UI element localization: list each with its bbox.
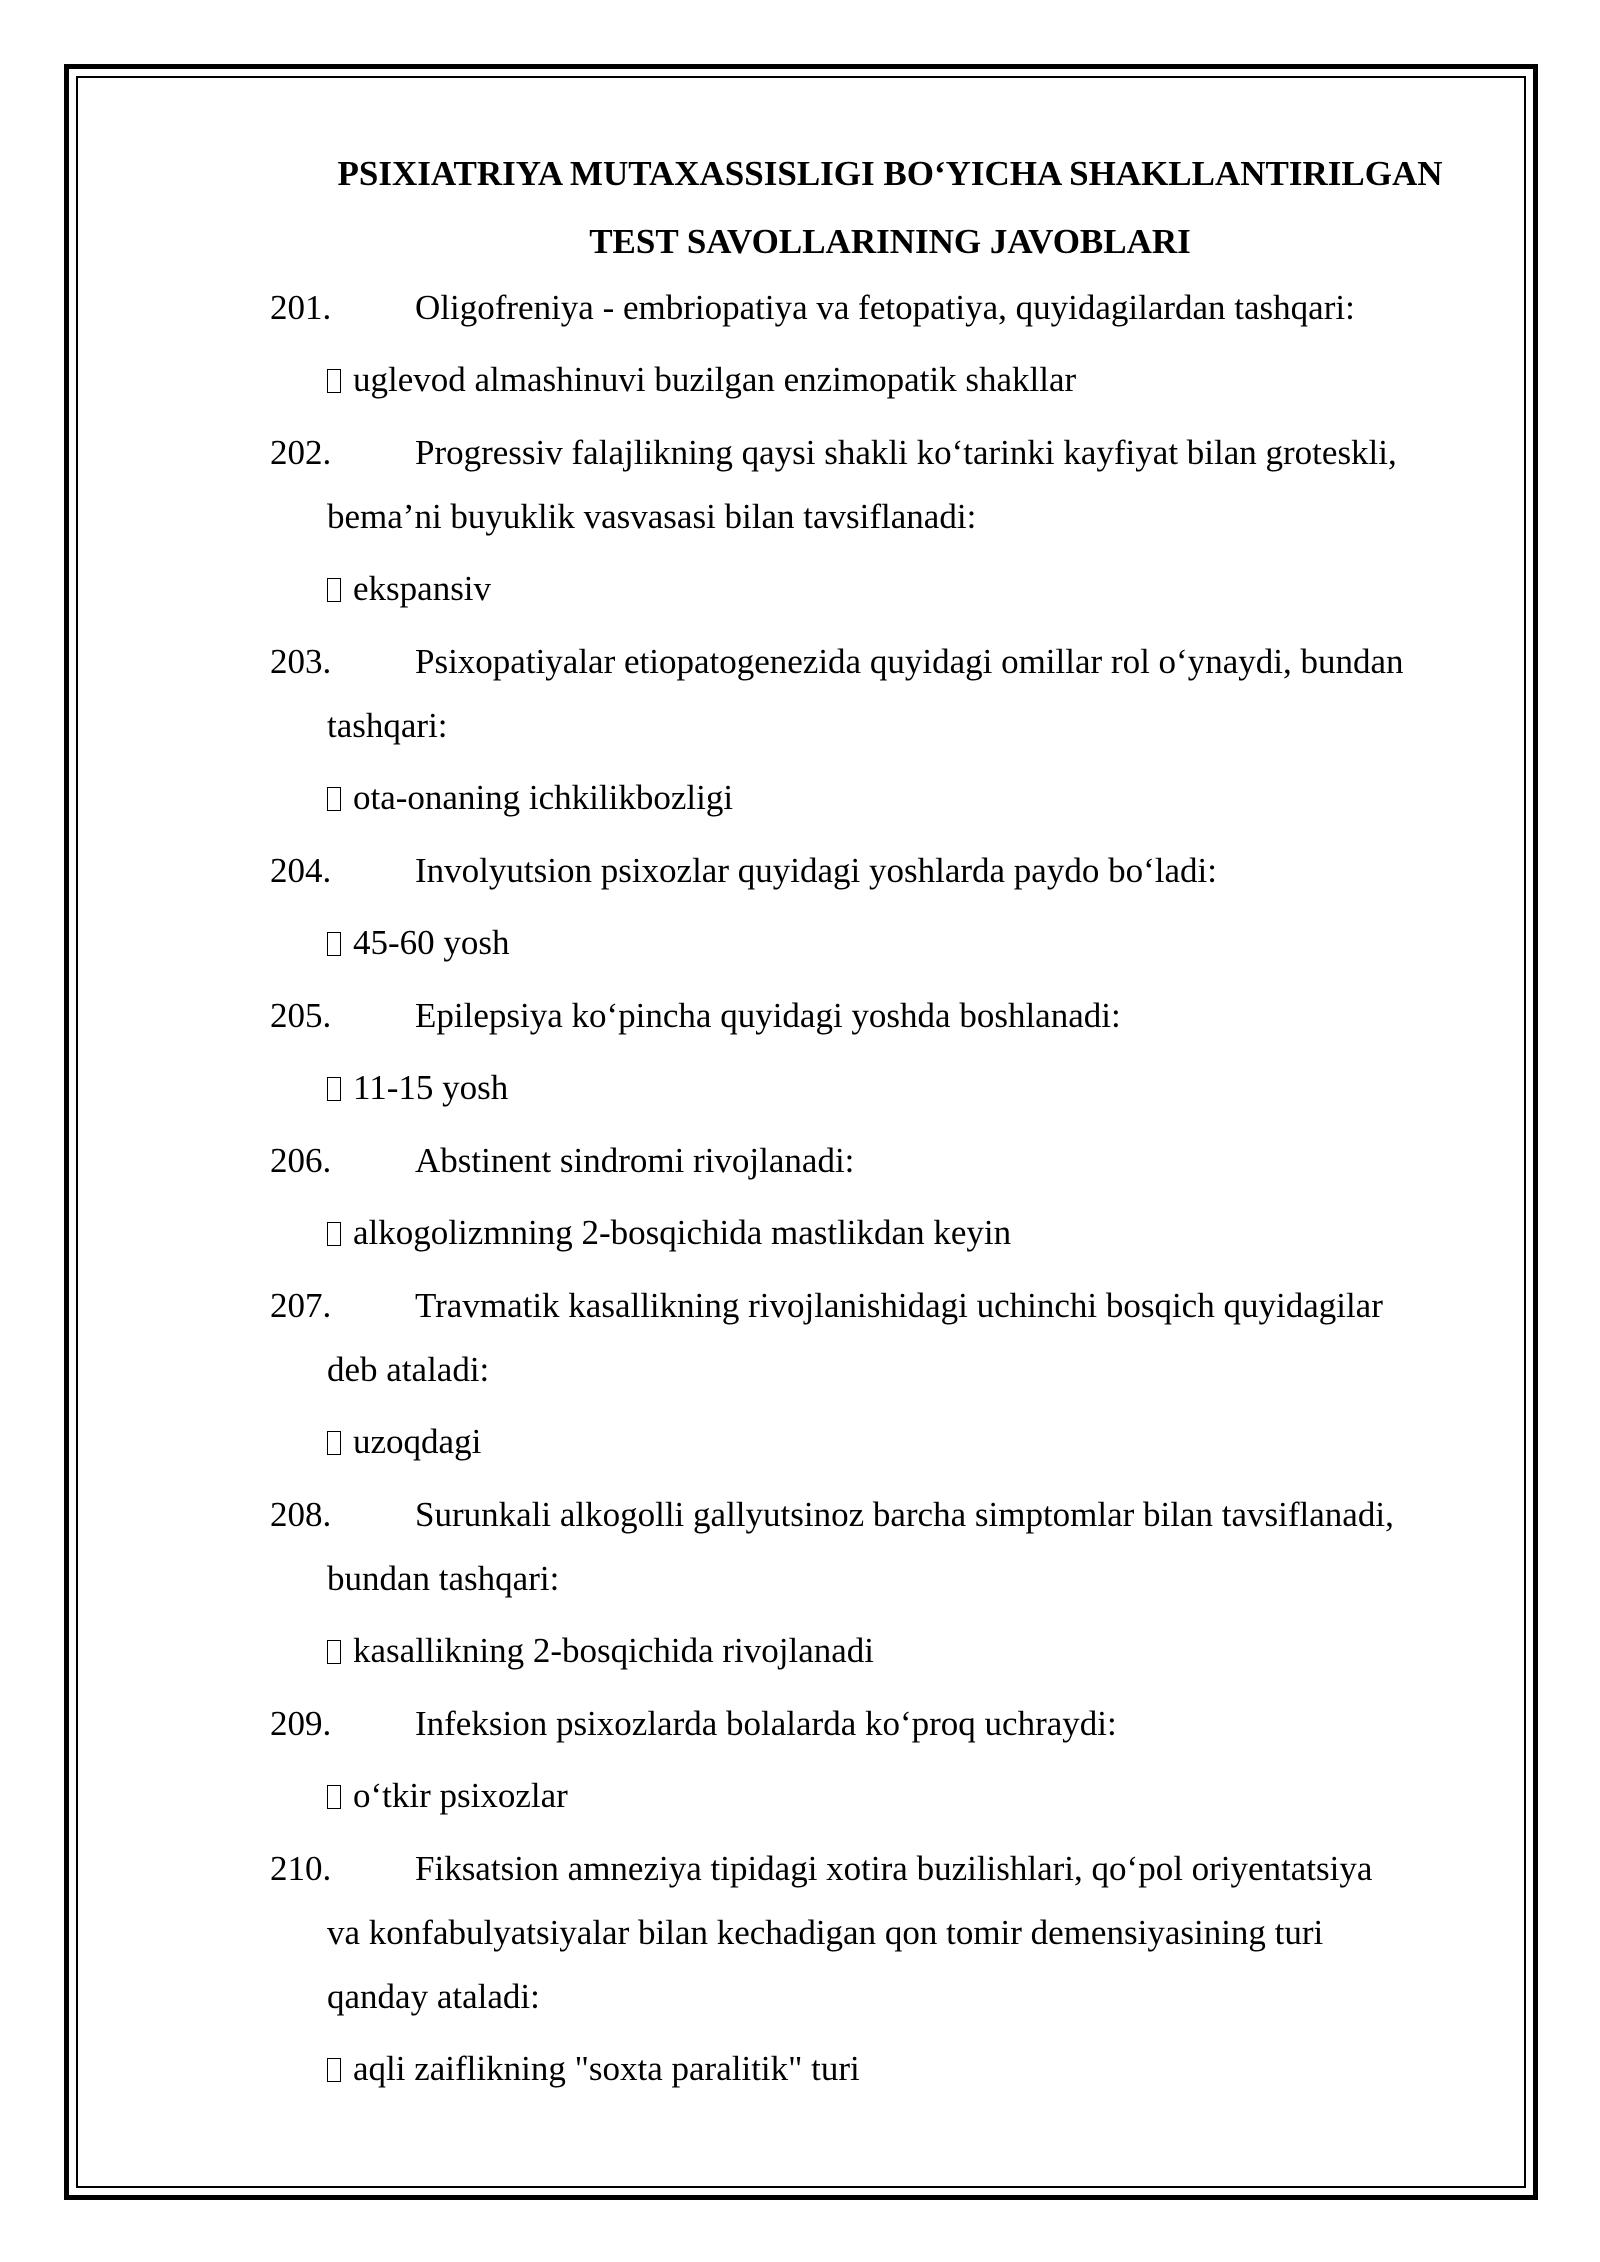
- answer-line: [270, 348, 1510, 412]
- missing-glyph-icon: [327, 932, 341, 956]
- question-first-line: [270, 839, 1510, 903]
- question-text-continued: va konfabulyatsiyalar bilan kechadigan qon tomir demensiyasining turi: [327, 1913, 1324, 1952]
- missing-glyph-icon: [327, 787, 341, 811]
- question-text-continued: bema’ni buyuklik vasvasasi bilan tavsiflanadi:: [327, 497, 977, 536]
- question-item: [270, 276, 1510, 412]
- question-first-line: [270, 421, 1510, 485]
- answer-line: [270, 911, 1510, 975]
- missing-glyph-icon: [327, 1431, 341, 1455]
- question-first-line: [270, 1837, 1510, 1901]
- question-number: 204.: [270, 851, 332, 890]
- question-text: Epilepsiya ko‘pincha quyidagi yoshda boshlanadi:: [415, 996, 1121, 1035]
- answer-line: [270, 1056, 1510, 1120]
- question-text: Involyutsion psixozlar quyidagi yoshlarda paydo bo‘ladi:: [415, 851, 1217, 890]
- question-text: Abstinent sindromi rivojlanadi:: [415, 1141, 855, 1180]
- question-first-line: [270, 630, 1510, 694]
- question-text: Psixopatiyalar etiopatogenezida quyidagi omillar rol o‘ynaydi, bundan: [415, 642, 1404, 681]
- document-body: [270, 140, 1510, 2110]
- answer-line: [270, 1619, 1510, 1683]
- missing-glyph-icon: [327, 578, 341, 602]
- answer-line: [270, 557, 1510, 621]
- question-item: [270, 1837, 1510, 2101]
- answer-text: ota-onaning ichkilikbozligi: [353, 778, 734, 817]
- question-number: 203.: [270, 642, 332, 681]
- question-text-continued: deb ataladi:: [327, 1350, 490, 1389]
- question-item: [270, 1129, 1510, 1265]
- answer-line: [270, 1410, 1510, 1474]
- question-text-continued: bundan tashqari:: [327, 1559, 560, 1598]
- question-text-continued: qanday ataladi:: [327, 1977, 540, 2016]
- answer-text: o‘tkir psixozlar: [353, 1776, 568, 1815]
- question-number: 209.: [270, 1704, 332, 1743]
- question-item: [270, 630, 1510, 830]
- answer-text: kasallikning 2-bosqichida rivojlanadi: [353, 1631, 875, 1670]
- question-first-line: [270, 276, 1510, 340]
- question-item: [270, 984, 1510, 1120]
- answer-text: alkogolizmning 2-bosqichida mastlikdan keyin: [353, 1213, 1012, 1252]
- question-item: [270, 421, 1510, 621]
- document-title: [270, 140, 1510, 276]
- question-number: 207.: [270, 1286, 332, 1325]
- question-number: 206.: [270, 1141, 332, 1180]
- answer-text: 11-15 yosh: [353, 1068, 509, 1107]
- question-first-line: [270, 1129, 1510, 1193]
- question-text: Travmatik kasallikning rivojlanishidagi uchinchi bosqich quyidagilar: [415, 1286, 1383, 1325]
- question-text: Surunkali alkogolli gallyutsinoz barcha simptomlar bilan tavsiflanadi,: [415, 1495, 1394, 1534]
- answer-text: 45-60 yosh: [353, 923, 510, 962]
- answer-line: [270, 1201, 1510, 1265]
- missing-glyph-icon: [327, 2058, 341, 2082]
- question-item: [270, 1483, 1510, 1683]
- answer-line: [270, 1764, 1510, 1828]
- question-text: Fiksatsion amneziya tipidagi xotira buzilishlari, qo‘pol oriyentatsiya: [415, 1849, 1373, 1888]
- question-number: 201.: [270, 288, 332, 327]
- question-text: Oligofreniya - embriopatiya va fetopatiya, quyidagilardan tashqari:: [415, 288, 1355, 327]
- question-first-line: [270, 984, 1510, 1048]
- question-first-line: [270, 1692, 1510, 1756]
- missing-glyph-icon: [327, 1640, 341, 1664]
- answer-line: [270, 2037, 1510, 2101]
- answer-text: aqli zaiflikning "soxta paralitik" turi: [353, 2049, 860, 2088]
- question-number: 205.: [270, 996, 332, 1035]
- question-item: [270, 839, 1510, 975]
- question-list: [270, 276, 1510, 2101]
- question-first-line: [270, 1274, 1510, 1338]
- answer-text: uglevod almashinuvi buzilgan enzimopatik shakllar: [353, 360, 1077, 399]
- title-line-1: PSIXIATRIYA MUTAXASSISLIGI BO‘YICHA SHAKLLANTIRILGAN: [337, 154, 1443, 193]
- answer-text: ekspansiv: [353, 569, 492, 608]
- question-text: Progressiv falajlikning qaysi shakli ko‘tarinki kayfiyat bilan groteskli,: [415, 433, 1397, 472]
- missing-glyph-icon: [327, 1222, 341, 1246]
- title-line-2: TEST SAVOLLARINING JAVOBLARI: [589, 222, 1191, 261]
- question-first-line: [270, 1483, 1510, 1547]
- question-item: [270, 1692, 1510, 1828]
- answer-text: uzoqdagi: [353, 1422, 482, 1461]
- question-number: 210.: [270, 1849, 332, 1888]
- missing-glyph-icon: [327, 1077, 341, 1101]
- question-text: Infeksion psixozlarda bolalarda ko‘proq uchraydi:: [415, 1704, 1117, 1743]
- question-number: 208.: [270, 1495, 332, 1534]
- question-item: [270, 1274, 1510, 1474]
- question-text-continued: tashqari:: [327, 706, 448, 745]
- missing-glyph-icon: [327, 369, 341, 393]
- answer-line: [270, 766, 1510, 830]
- missing-glyph-icon: [327, 1785, 341, 1809]
- question-number: 202.: [270, 433, 332, 472]
